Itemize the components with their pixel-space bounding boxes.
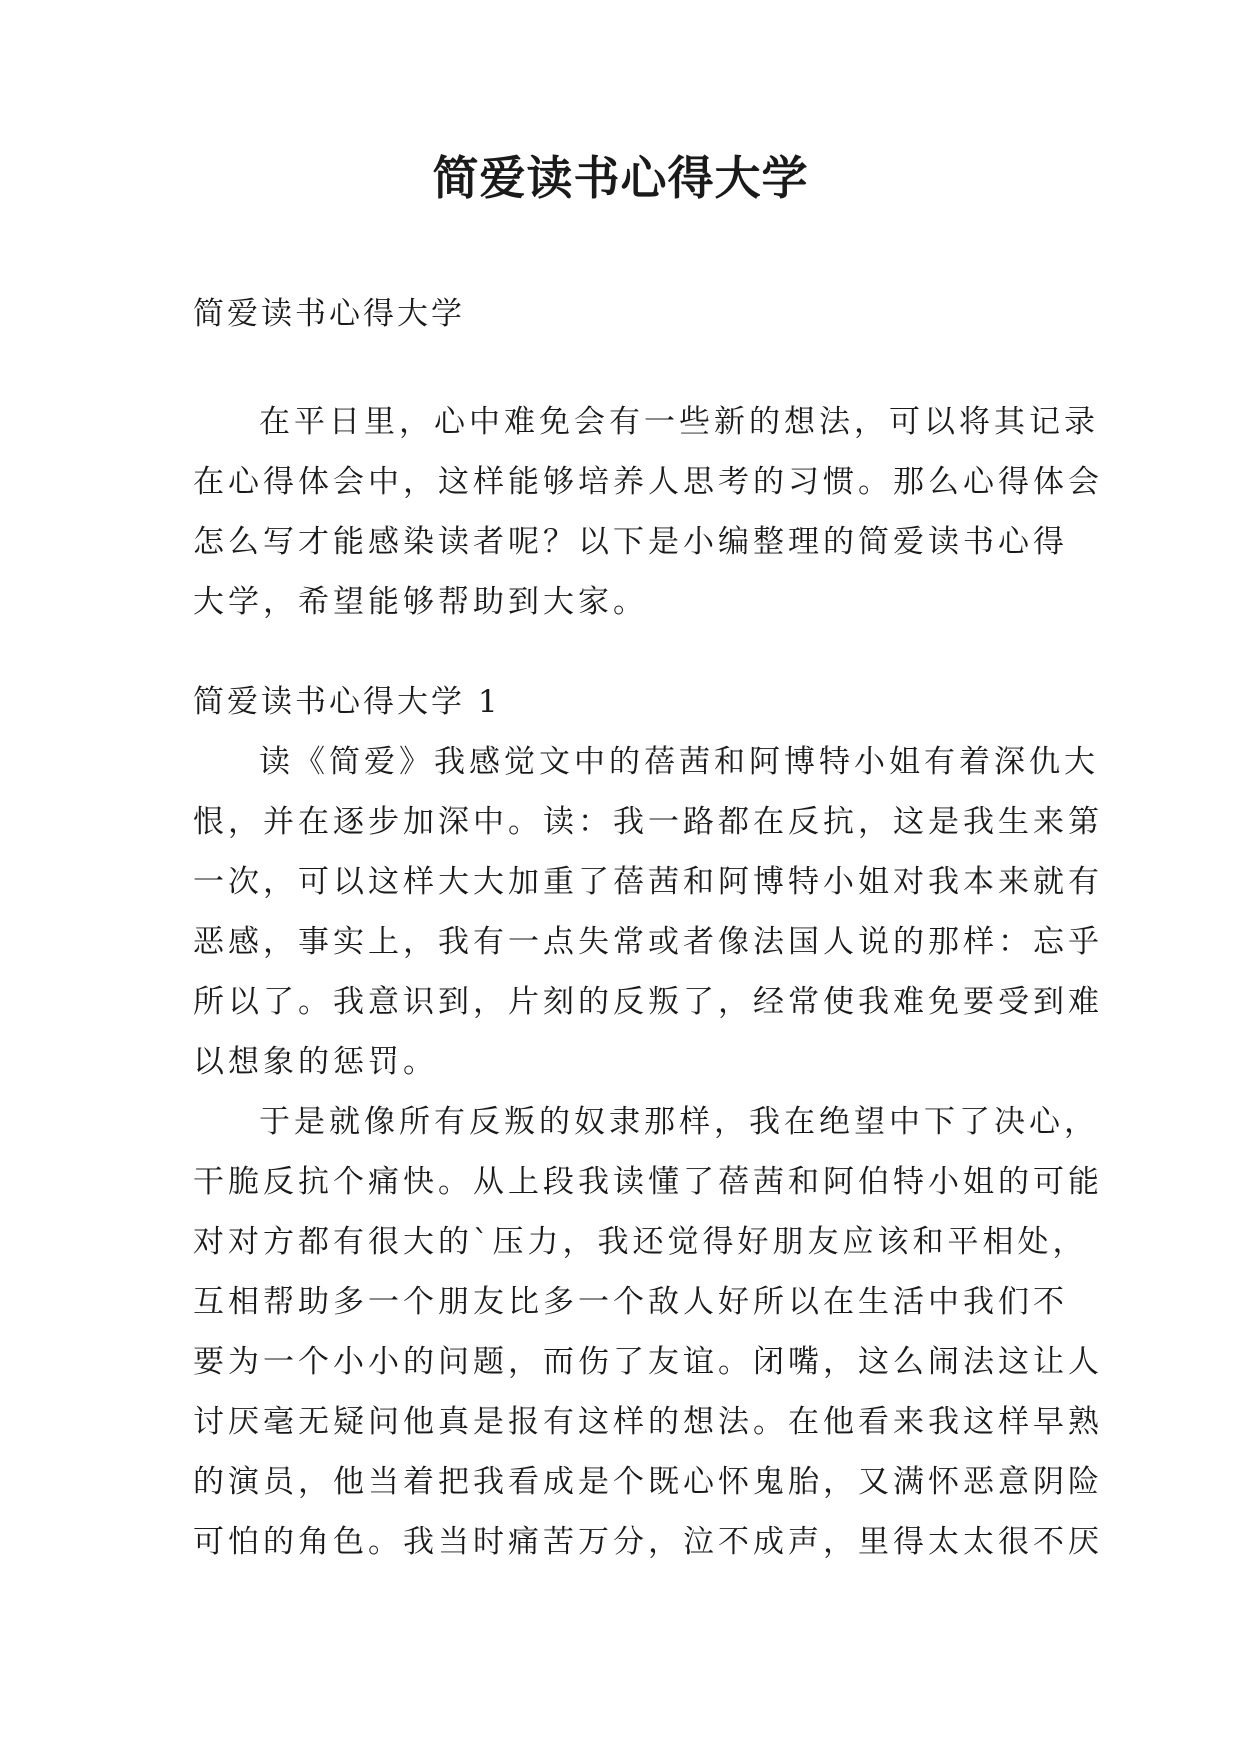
- paragraph-1: [193, 732, 1103, 1092]
- paragraph-line: 一次，可以这样大大加重了蓓茜和阿博特小姐对我本来就有: [193, 864, 1103, 900]
- paragraph-2: [193, 1092, 1103, 1572]
- paragraph-line: 互相帮助多一个朋友比多一个敌人好所以在生活中我们不: [193, 1284, 1068, 1320]
- paragraph-line: 于是就像所有反叛的奴隶那样，我在绝望中下了决心，: [259, 1104, 1099, 1140]
- paragraph-line: 可怕的角色。我当时痛苦万分，泣不成声，里得太太很不厌: [193, 1524, 1103, 1560]
- paragraph-line: 对对方都有很大的`压力，我还觉得好朋友应该和平相处，: [193, 1224, 1088, 1260]
- paragraph-line: 讨厌毫无疑问他真是报有这样的想法。在他看来我这样早熟: [193, 1404, 1103, 1440]
- paragraph-line: 干脆反抗个痛快。从上段我读懂了蓓茜和阿伯特小姐的可能: [193, 1164, 1103, 1200]
- paragraph-line: 以想象的惩罚。: [193, 1044, 438, 1080]
- paragraph-line: 恶感，事实上，我有一点失常或者像法国人说的那样：忘乎: [193, 924, 1103, 960]
- intro-paragraph: [193, 392, 1103, 632]
- paragraph-line: 要为一个小小的问题，而伤了友谊。闭嘴，这么闹法这让人: [193, 1344, 1103, 1380]
- intro-line: 怎么写才能感染读者呢？以下是小编整理的简爱读书心得: [193, 524, 1068, 560]
- section-heading: 简爱读书心得大学 1: [193, 684, 501, 720]
- intro-line: 大学，希望能够帮助到大家。: [193, 584, 648, 620]
- document-body: [193, 284, 1103, 1572]
- document-title: 简爱读书心得大学: [432, 151, 809, 205]
- subtitle-line: 简爱读书心得大学: [193, 296, 465, 332]
- intro-line: 在心得体会中，这样能够培养人思考的习惯。那么心得体会: [193, 464, 1103, 500]
- paragraph-line: 的演员，他当着把我看成是个既心怀鬼胎，又满怀恶意阴险: [193, 1464, 1103, 1500]
- paragraph-line: 恨，并在逐步加深中。读：我一路都在反抗，这是我生来第: [193, 804, 1103, 840]
- paragraph-line: 读《简爱》我感觉文中的蓓茜和阿博特小姐有着深仇大: [259, 744, 1099, 780]
- intro-line: 在平日里，心中难免会有一些新的想法，可以将其记录: [259, 404, 1099, 440]
- paragraph-line: 所以了。我意识到，片刻的反叛了，经常使我难免要受到难: [193, 984, 1103, 1020]
